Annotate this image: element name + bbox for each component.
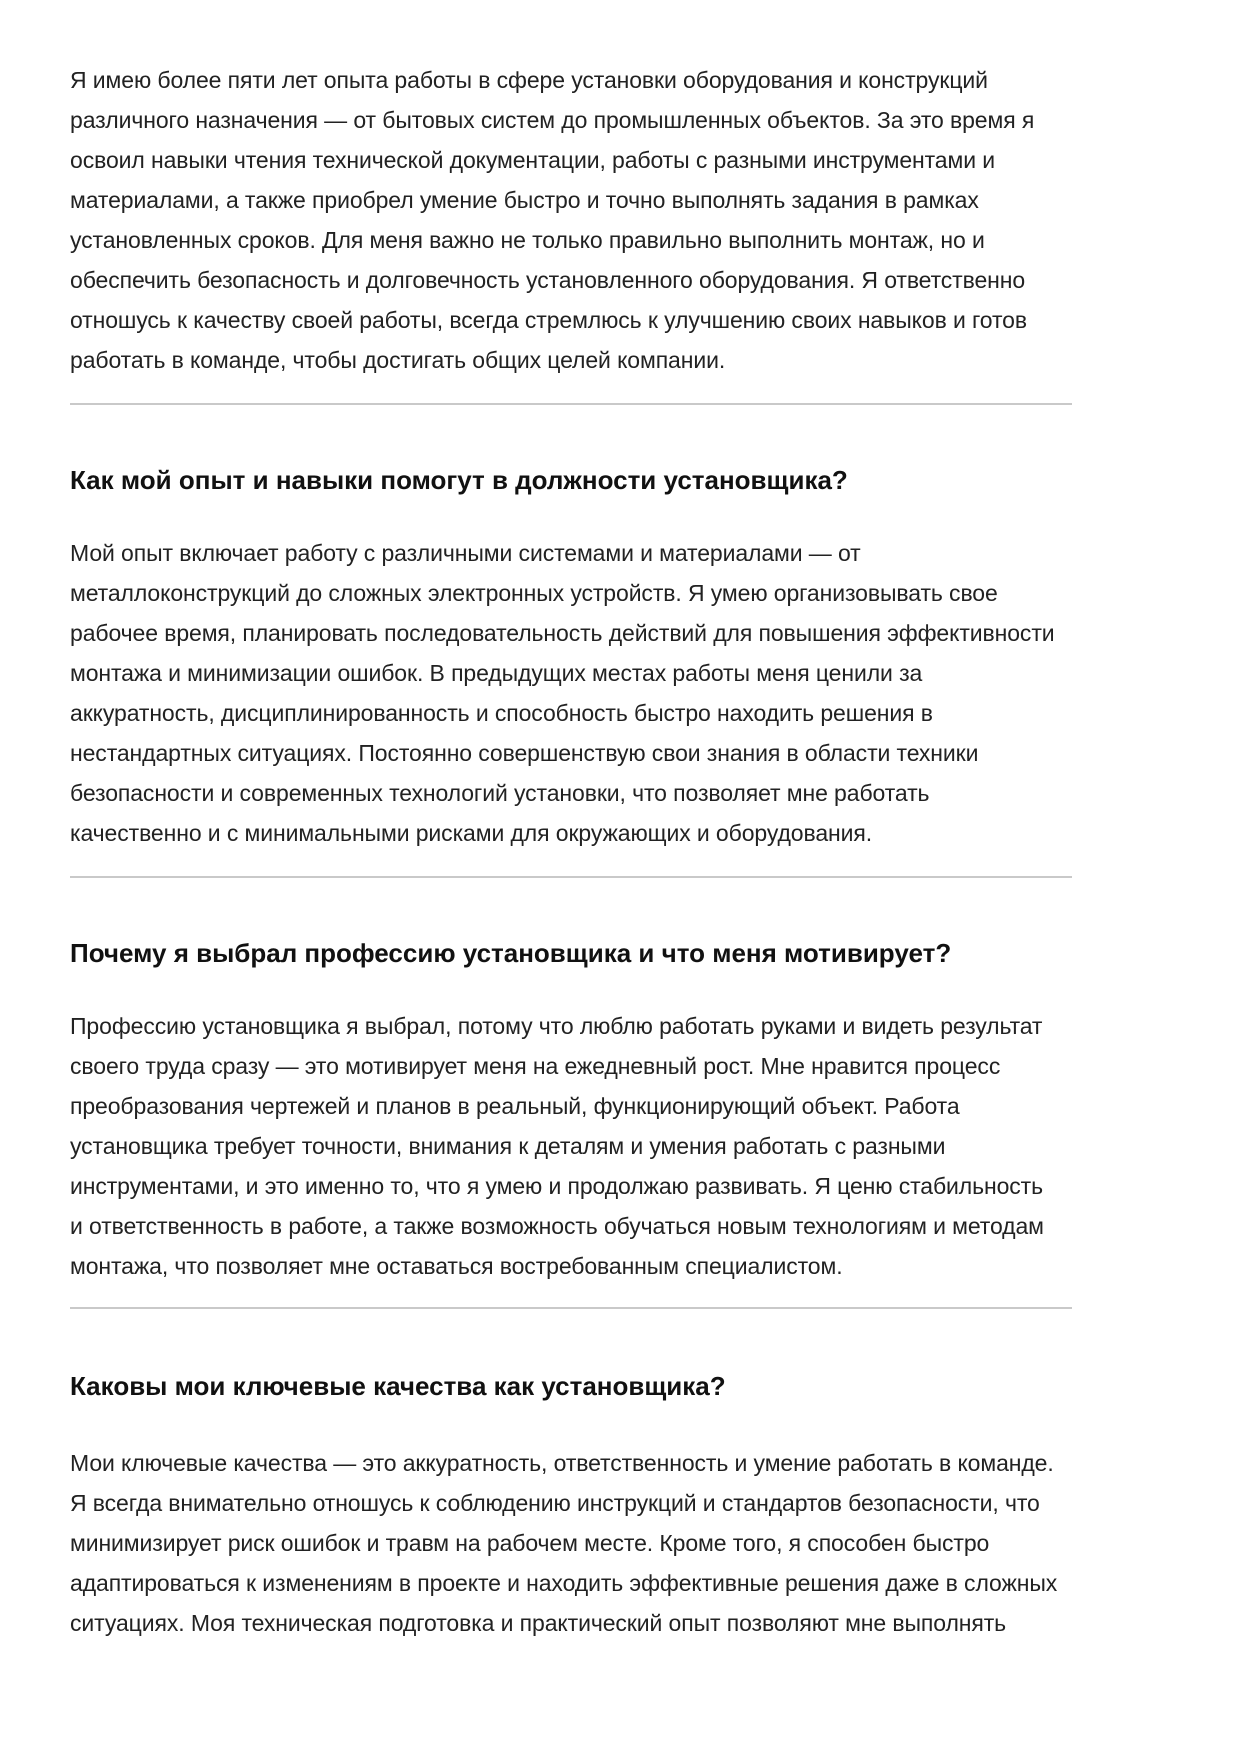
divider <box>70 403 1072 405</box>
text-line: отношусь к качеству своей работы, всегда стремлюсь к улучшению своих навыков и готов <box>70 307 1027 333</box>
divider <box>70 876 1072 878</box>
text-line: своего труда сразу — это мотивирует меня на ежедневный рост. Мне нравится процесс <box>70 1053 1001 1079</box>
text-line: безопасности и современных технологий установки, что позволяет мне работать <box>70 780 930 806</box>
text-line: установленных сроков. Для меня важно не только правильно выполнить монтаж, но и <box>70 227 985 253</box>
text-line: обеспечить безопасность и долговечность установленного оборудования. Я ответственно <box>70 267 1026 293</box>
text-line: рабочее время, планировать последовательность действий для повышения эффективности <box>70 620 1055 646</box>
section-paragraph-experience <box>70 533 1055 853</box>
section-heading-experience: Как мой опыт и навыки помогут в должности установщика? <box>70 465 848 495</box>
text-line: установщика требует точности, внимания к деталям и умения работать с разными <box>70 1133 946 1159</box>
section-paragraph-qualities <box>70 1443 1057 1643</box>
text-line: адаптироваться к изменениям в проекте и находить эффективные решения даже в сложных <box>70 1570 1058 1596</box>
divider <box>70 1307 1072 1309</box>
text-line: Я всегда внимательно отношусь к соблюдению инструкций и стандартов безопасности, что <box>70 1490 1040 1516</box>
text-line: качественно и с минимальными рисками для окружающих и оборудования. <box>70 820 873 846</box>
text-line: монтажа и минимизации ошибок. В предыдущих местах работы меня ценили за <box>70 660 923 686</box>
text-line: инструментами, и это именно то, что я умею и продолжаю развивать. Я ценю стабильность <box>70 1173 1043 1199</box>
intro-paragraph <box>70 60 1034 380</box>
text-line: минимизирует риск ошибок и травм на рабочем месте. Кроме того, я способен быстро <box>70 1530 990 1556</box>
text-line: ситуациях. Моя техническая подготовка и практический опыт позволяют мне выполнять <box>70 1610 1007 1636</box>
text-line: Я имею более пяти лет опыта работы в сфере установки оборудования и конструкций <box>70 67 988 93</box>
text-line: и ответственность в работе, а также возможность обучаться новым технологиям и методам <box>70 1213 1044 1239</box>
text-line: монтажа, что позволяет мне оставаться востребованным специалистом. <box>70 1253 843 1279</box>
text-line: преобразования чертежей и планов в реальный, функционирующий объект. Работа <box>70 1093 960 1119</box>
text-line: освоил навыки чтения технической документации, работы с разными инструментами и <box>70 147 995 173</box>
text-line: Мой опыт включает работу с различными системами и материалами — от <box>70 540 861 566</box>
text-line: Профессию установщика я выбрал, потому что люблю работать руками и видеть результат <box>70 1013 1043 1039</box>
section-paragraph-motivation <box>70 1006 1044 1286</box>
text-line: нестандартных ситуациях. Постоянно совершенствую свои знания в области техники <box>70 740 979 766</box>
section-heading-motivation: Почему я выбрал профессию установщика и что меня мотивирует? <box>70 938 952 968</box>
text-line: различного назначения — от бытовых систем до промышленных объектов. За это время я <box>70 107 1035 133</box>
text-line: Мои ключевые качества — это аккуратность, ответственность и умение работать в команде. <box>70 1450 1054 1476</box>
text-line: материалами, а также приобрел умение быстро и точно выполнять задания в рамках <box>70 187 979 213</box>
text-line: аккуратность, дисциплинированность и способность быстро находить решения в <box>70 700 933 726</box>
section-heading-qualities: Каковы мои ключевые качества как установщика? <box>70 1371 726 1401</box>
text-line: металлоконструкций до сложных электронных устройств. Я умею организовывать свое <box>70 580 998 606</box>
text-line: работать в команде, чтобы достигать общих целей компании. <box>70 347 726 373</box>
